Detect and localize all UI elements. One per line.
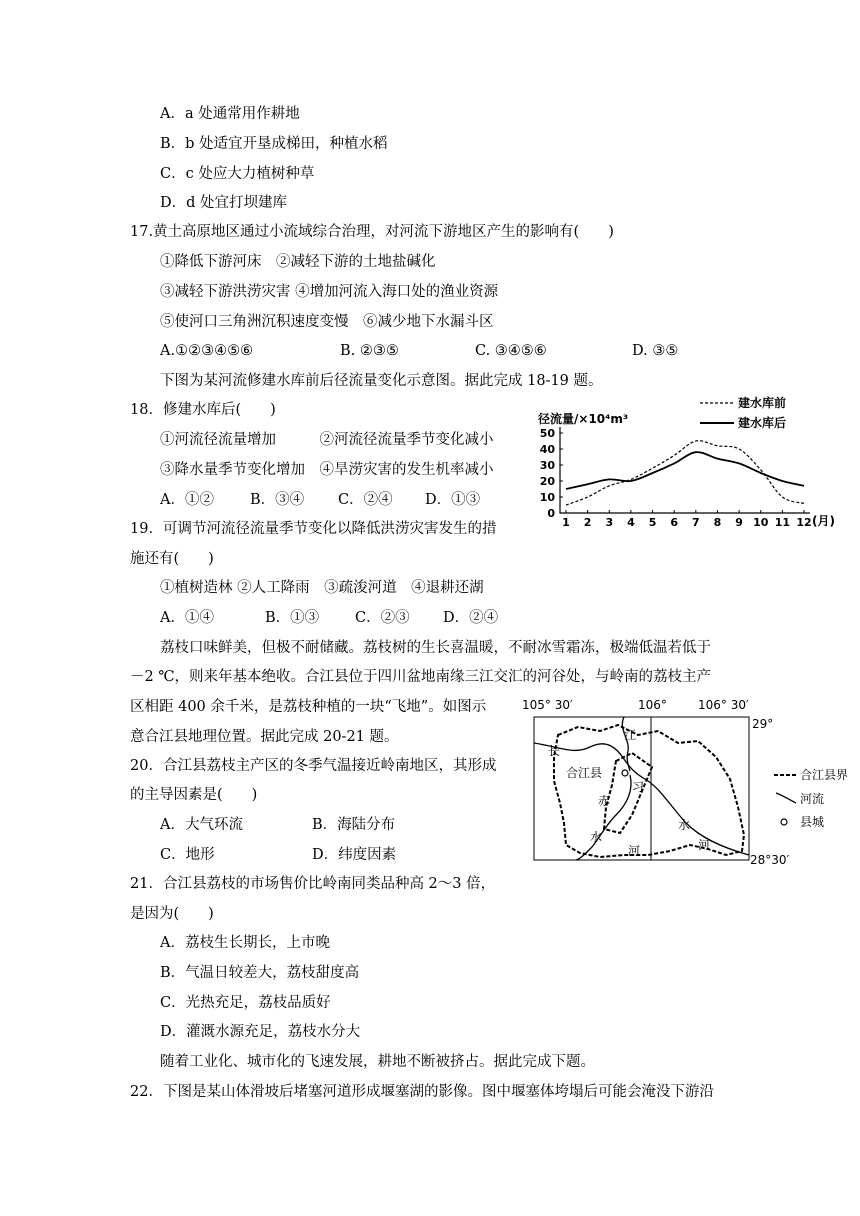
county-seat-marker — [622, 770, 628, 776]
intro-22: 随着工业化、城市化的飞速发展，耕地不断被挤占。据此完成下题。 — [160, 1054, 595, 1070]
map-river-char-1: 长 — [548, 744, 561, 758]
x-tick-label: 7 — [691, 516, 700, 529]
map-lon-label-3: 106° 30′ — [698, 698, 749, 712]
map-legend-boundary: 合江县界 — [800, 768, 849, 782]
q21-option-d: D．灌溉水源充足，荔枝水分大 — [160, 1024, 361, 1040]
q20-option-b: B．海陆分布 — [312, 817, 396, 833]
q19-option-b: B．①③ — [265, 610, 320, 626]
y-tick-label: 40 — [539, 443, 555, 456]
map-lat-label-1: 29° — [752, 717, 774, 731]
q21-stem-2: 是因为( ) — [130, 906, 214, 922]
map-river-char-8: 河 — [698, 838, 711, 852]
x-tick-label: 3 — [605, 516, 614, 529]
q19-option-c: C．②③ — [355, 610, 410, 626]
q17-item-1: ①降低下游河床 ②减轻下游的土地盐碱化 — [160, 254, 436, 270]
chart-xlabel: (月) — [812, 514, 835, 528]
q21-option-a: A．荔枝生长期长，上市晚 — [160, 935, 330, 951]
y-tick-label: 10 — [539, 491, 555, 504]
q20-stem-2: 的主导因素是( ) — [130, 787, 258, 803]
q20-option-c: C．地形 — [160, 847, 215, 863]
map-legend-river: 河流 — [800, 792, 825, 806]
q18-option-c: C．②④ — [338, 492, 393, 508]
map-lon-label-1: 105° 30′ — [522, 698, 573, 712]
lychee-intro-2: －2 ℃，则来年基本绝收。合江县位于四川盆地南缘三江交汇的河谷处，与岭南的荔枝主产 — [130, 669, 712, 685]
q21-stem-1: 21．合江县荔枝的市场售价比岭南同类品种高 2～3 倍， — [130, 876, 496, 892]
q17-option-c: C. ③④⑤⑥ — [475, 343, 547, 359]
runoff-chart — [522, 388, 842, 530]
lychee-intro-4: 意合江县地理位置。据此完成 20-21 题。 — [130, 729, 399, 745]
hejiang-location-map — [520, 695, 855, 875]
map-river-char-6: 河 — [628, 844, 641, 858]
q17-item-2: ③减轻下游洪涝灾害 ④增加河流入海口处的渔业资源 — [160, 284, 499, 300]
map-river-char-7: 水 — [678, 818, 691, 832]
chart-ylabel: 径流量/×10⁴m³ — [538, 412, 629, 426]
series-line-before — [566, 441, 804, 505]
county-boundary — [554, 725, 744, 857]
q16-option-d: D．d 处宜打坝建库 — [160, 195, 288, 211]
q18-options — [0, 490, 520, 510]
q16-option-b: B．b 处适宜开垦成梯田，种植水稻 — [160, 136, 388, 152]
river-chishui — [576, 775, 631, 860]
q21-option-c: C．光热充足，荔枝品质好 — [160, 995, 331, 1011]
chart-ticks — [540, 427, 812, 529]
x-tick-label: 9 — [735, 516, 743, 529]
q18-option-a: A．①② — [160, 492, 214, 508]
x-tick-label: 11 — [774, 516, 791, 529]
q17-option-d: D. ③⑤ — [632, 343, 679, 359]
series-line-after — [566, 452, 804, 489]
map-river-char-3: 习 — [632, 780, 645, 794]
x-tick-label: 5 — [648, 516, 657, 529]
y-tick-label: 30 — [539, 459, 555, 472]
lychee-intro-1: 荔枝口味鲜美，但极不耐储藏。荔枝树的生长喜温暖，不耐冰雪霜冻，极端低温若低于 — [160, 640, 711, 656]
x-tick-label: 4 — [627, 516, 635, 529]
q18-item-2: ③降水量季节变化增加 ④旱涝灾害的发生机率减小 — [160, 462, 494, 478]
q19-option-a: A．①④ — [160, 610, 214, 626]
chart-axis-lines — [560, 427, 810, 513]
map-river-char-5: 水 — [590, 830, 603, 844]
q19-items: ①植树造林 ②人工降雨 ③疏浚河道 ④退耕还湖 — [160, 580, 484, 596]
q19-stem-2: 施还有( ) — [130, 551, 214, 567]
x-tick-label: 12 — [796, 516, 812, 529]
q19-option-d: D．②④ — [443, 610, 499, 626]
q18-item-1: ①河流径流量增加 ②河流径流量季节变化减小 — [160, 432, 494, 448]
q17-option-a: A.①②③④⑤⑥ — [160, 343, 254, 359]
q21-option-b: B．气温日较差大，荔枝甜度高 — [160, 965, 360, 981]
y-tick-label: 20 — [539, 475, 555, 488]
map-legend-city: 县城 — [800, 815, 825, 829]
map-legend-city-symbol — [781, 819, 787, 825]
legend-label-after: 建水库后 — [738, 416, 787, 430]
map-lat-label-2: 28°30′ — [750, 853, 790, 867]
intro-18-19: 下图为某河流修建水库前后径流量变化示意图。据此完成 18-19 题。 — [160, 373, 603, 389]
chart-axes — [560, 427, 810, 513]
q20-option-d: D．纬度因素 — [312, 847, 397, 863]
q20-options-row2 — [0, 845, 520, 865]
q18-option-b: B．③④ — [250, 492, 305, 508]
q18-option-d: D．①③ — [425, 492, 481, 508]
x-tick-label: 10 — [753, 516, 769, 529]
map-lon-label-2: 106° — [638, 698, 667, 712]
x-tick-label: 8 — [713, 516, 722, 529]
map-city-label: 合江县 — [566, 766, 603, 780]
legend-label-before: 建水库前 — [738, 396, 787, 410]
q20-option-a: A．大气环流 — [160, 817, 243, 833]
q22-stem: 22．下图是某山体滑坡后堵塞河道形成堰塞湖的影像。图中堰塞体垮塌后可能会淹没下游沿 — [130, 1084, 714, 1100]
map-river-char-4: 赤 — [598, 794, 611, 808]
x-tick-label: 6 — [670, 516, 679, 529]
map-river-char-2: 江 — [624, 728, 637, 742]
q19-options — [0, 608, 560, 628]
q16-option-a: A．a 处通常用作耕地 — [160, 106, 300, 122]
y-tick-label: 0 — [547, 507, 555, 520]
q17-item-3: ⑤使河口三角洲沉积速度变慢 ⑥减少地下水漏斗区 — [160, 314, 494, 330]
lychee-intro-3: 区相距 400 余千米，是荔枝种植的一块“飞地”。如图示 — [130, 699, 487, 715]
map-legend-river-symbol — [776, 793, 796, 803]
q16-option-c: C．c 处应大力植树种草 — [160, 166, 315, 182]
q19-stem-1: 19．可调节河流径流量季节变化以降低洪涝灾害发生的措 — [130, 521, 497, 537]
q17-stem: 17.黄土高原地区通过小流域综合治理，对河流下游地区产生的影响有( ) — [130, 224, 614, 240]
q17-option-b: B. ②③⑤ — [340, 343, 399, 359]
q17-options — [0, 341, 860, 361]
x-tick-label: 1 — [562, 516, 570, 529]
x-tick-label: 2 — [583, 516, 592, 529]
q20-options-row1 — [0, 815, 520, 835]
q18-stem: 18．修建水库后( ) — [130, 402, 276, 418]
q20-stem-1: 20．合江县荔枝主产区的冬季气温接近岭南地区，其形成 — [130, 758, 497, 774]
y-tick-label: 50 — [539, 427, 555, 440]
